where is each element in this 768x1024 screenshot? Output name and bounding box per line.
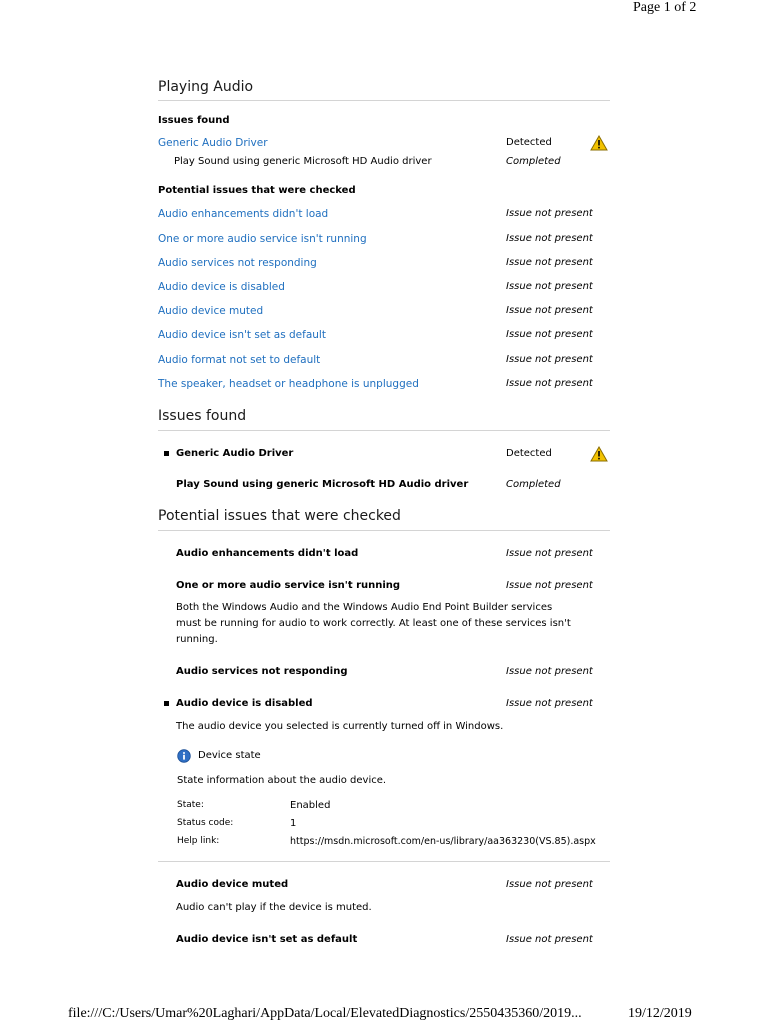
device-state-value: 1 xyxy=(290,818,297,829)
device-state-label: State: xyxy=(177,800,204,810)
checked-link[interactable]: Audio services not responding xyxy=(158,257,317,269)
checked-link[interactable]: Audio device isn't set as default xyxy=(158,329,326,341)
checked-item-desc: Audio can't play if the device is muted. xyxy=(176,902,372,913)
checked-item-status: Issue not present xyxy=(506,580,593,591)
checked-status: Issue not present xyxy=(506,329,593,340)
issue-name: Generic Audio Driver xyxy=(176,448,294,459)
device-state-label: Help link: xyxy=(177,836,220,846)
checked-label: Potential issues that were checked xyxy=(158,185,356,196)
checked-item-status: Issue not present xyxy=(506,934,593,945)
checked-status: Issue not present xyxy=(506,305,593,316)
warning-icon xyxy=(590,135,608,151)
checked-item-desc: The audio device you selected is currently turned off in Windows. xyxy=(176,721,504,732)
print-date: 19/12/2019 xyxy=(628,1006,692,1021)
divider xyxy=(158,861,610,862)
bullet-icon xyxy=(164,701,169,706)
issue-link-generic-audio-driver[interactable]: Generic Audio Driver xyxy=(158,137,268,149)
checked-item-name: Audio services not responding xyxy=(176,666,348,677)
checked-status: Issue not present xyxy=(506,257,593,268)
device-state-desc: State information about the audio device. xyxy=(177,775,387,786)
checked-item-status: Issue not present xyxy=(506,698,593,709)
info-icon xyxy=(177,749,191,763)
checked-link[interactable]: Audio device muted xyxy=(158,305,264,317)
checked-item-name: Audio device muted xyxy=(176,879,289,890)
checked-status: Issue not present xyxy=(506,281,593,292)
bullet-icon xyxy=(164,451,169,456)
issue-status: Detected xyxy=(506,448,552,459)
checked-status: Issue not present xyxy=(506,208,593,219)
checked-item-name: Audio device isn't set as default xyxy=(176,934,358,945)
device-state-label: Status code: xyxy=(177,818,234,828)
file-path: file:///C:/Users/Umar%20Laghari/AppData/Local/ElevatedDiagnostics/2550435360/2019... xyxy=(68,1006,582,1021)
section-title-playing-audio: Playing Audio xyxy=(158,79,254,95)
checked-item-status: Issue not present xyxy=(506,666,593,677)
checked-link[interactable]: Audio format not set to default xyxy=(158,354,321,366)
checked-link[interactable]: Audio enhancements didn't load xyxy=(158,208,329,220)
divider xyxy=(158,430,610,431)
checked-item-desc: running. xyxy=(176,634,218,645)
device-state-value: Enabled xyxy=(290,800,331,811)
checked-link[interactable]: Audio device is disabled xyxy=(158,281,285,293)
help-link[interactable]: https://msdn.microsoft.com/en-us/library/aa363230(VS.85).aspx xyxy=(290,836,596,847)
issue-action: Play Sound using generic Microsoft HD Audio driver xyxy=(176,479,469,490)
divider xyxy=(158,530,610,531)
checked-status: Issue not present xyxy=(506,378,593,389)
checked-item-status: Issue not present xyxy=(506,879,593,890)
checked-status: Issue not present xyxy=(506,233,593,244)
issue-action-status: Completed xyxy=(506,479,561,490)
section-title-checked: Potential issues that were checked xyxy=(158,508,401,524)
device-state-title: Device state xyxy=(198,750,261,761)
checked-link[interactable]: The speaker, headset or headphone is unplugged xyxy=(158,378,419,390)
issue-action: Play Sound using generic Microsoft HD Audio driver xyxy=(174,156,432,167)
checked-item-desc: must be running for audio to work correctly. At least one of these services isn't xyxy=(176,618,571,629)
issues-found-label: Issues found xyxy=(158,115,230,126)
warning-icon xyxy=(590,446,608,462)
checked-link[interactable]: One or more audio service isn't running xyxy=(158,233,367,245)
section-title-issues-found: Issues found xyxy=(158,408,247,424)
checked-item-desc: Both the Windows Audio and the Windows Audio End Point Builder services xyxy=(176,602,553,613)
issue-status: Detected xyxy=(506,137,552,148)
divider xyxy=(158,100,610,101)
checked-status: Issue not present xyxy=(506,354,593,365)
checked-item-name: Audio device is disabled xyxy=(176,698,313,709)
checked-item-name: Audio enhancements didn't load xyxy=(176,548,359,559)
issue-action-status: Completed xyxy=(506,156,561,167)
checked-item-status: Issue not present xyxy=(506,548,593,559)
checked-item-name: One or more audio service isn't running xyxy=(176,580,401,591)
page-number: Page 1 of 2 xyxy=(633,0,697,15)
